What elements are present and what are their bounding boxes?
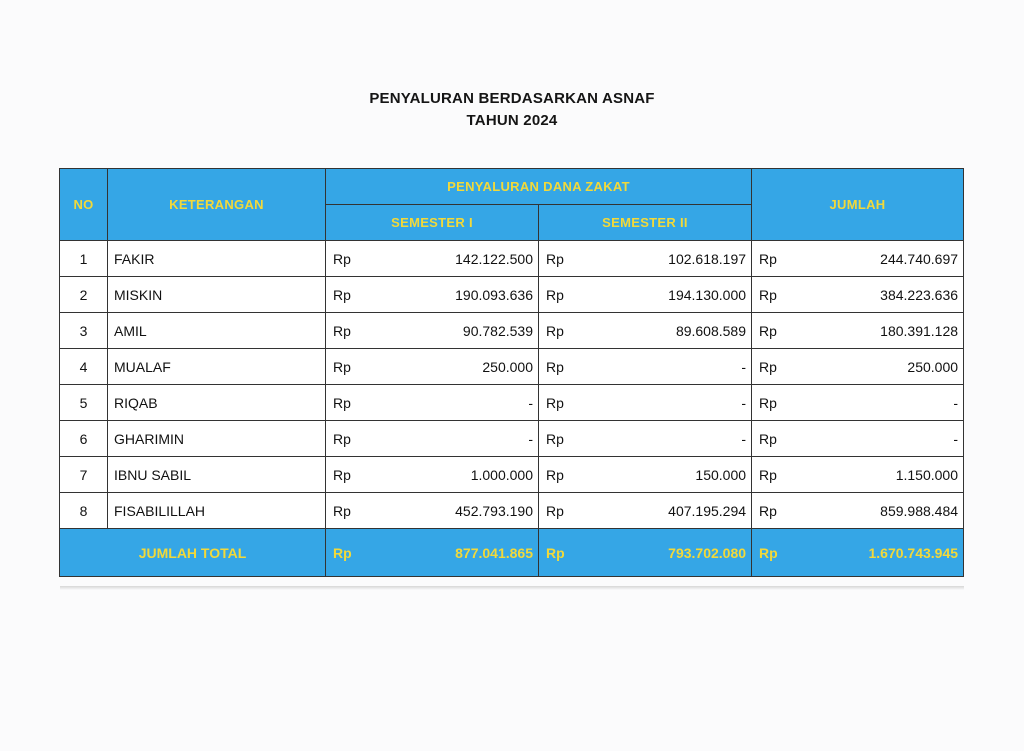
cell-jumlah-value: - (790, 385, 964, 421)
table-row (60, 385, 964, 421)
total-sem1-value: 877.041.865 (364, 529, 539, 577)
cell-no: 4 (60, 349, 108, 385)
cell-no: 6 (60, 421, 108, 457)
cell-sem1-currency: Rp (326, 349, 364, 385)
cell-sem2-currency: Rp (539, 421, 577, 457)
table-row (60, 241, 964, 277)
header-no: NO (60, 169, 108, 241)
cell-jumlah-currency: Rp (752, 457, 790, 493)
total-sem2-value: 793.702.080 (577, 529, 752, 577)
cell-jumlah-value: 384.223.636 (790, 277, 964, 313)
cell-sem2-currency: Rp (539, 241, 577, 277)
table-row (60, 313, 964, 349)
cell-sem1-currency: Rp (326, 421, 364, 457)
cell-sem1-value: 190.093.636 (364, 277, 539, 313)
cell-jumlah-currency: Rp (752, 349, 790, 385)
cell-keterangan: IBNU SABIL (108, 457, 326, 493)
cell-sem2-currency: Rp (539, 349, 577, 385)
cell-jumlah-currency: Rp (752, 421, 790, 457)
total-row (60, 529, 964, 577)
cell-jumlah-value: 180.391.128 (790, 313, 964, 349)
table-shadow (60, 586, 964, 590)
header-penyaluran-dana-zakat: PENYALURAN DANA ZAKAT (326, 169, 752, 205)
cell-sem2-value: - (577, 349, 752, 385)
header-jumlah: JUMLAH (752, 169, 964, 241)
cell-sem2-currency: Rp (539, 313, 577, 349)
cell-sem2-currency: Rp (539, 457, 577, 493)
cell-keterangan: RIQAB (108, 385, 326, 421)
cell-sem1-value: 1.000.000 (364, 457, 539, 493)
cell-sem1-value: 452.793.190 (364, 493, 539, 529)
cell-keterangan: GHARIMIN (108, 421, 326, 457)
cell-jumlah-value: - (790, 421, 964, 457)
document-subtitle-year: TAHUN 2024 (466, 112, 558, 129)
table-row (60, 457, 964, 493)
table-row (60, 493, 964, 529)
cell-jumlah-value: 859.988.484 (790, 493, 964, 529)
cell-sem1-value: 90.782.539 (364, 313, 539, 349)
table-row (60, 277, 964, 313)
total-sem1-currency: Rp (326, 529, 364, 577)
cell-sem1-currency: Rp (326, 241, 364, 277)
cell-sem2-value: - (577, 421, 752, 457)
total-label: JUMLAH TOTAL (60, 529, 326, 577)
cell-sem1-currency: Rp (326, 313, 364, 349)
cell-no: 5 (60, 385, 108, 421)
cell-sem2-currency: Rp (539, 277, 577, 313)
cell-sem2-value: 407.195.294 (577, 493, 752, 529)
cell-sem1-currency: Rp (326, 493, 364, 529)
header-semester-2: SEMESTER II (539, 205, 752, 241)
cell-sem2-value: 150.000 (577, 457, 752, 493)
cell-keterangan: AMIL (108, 313, 326, 349)
cell-sem1-value: - (364, 385, 539, 421)
total-jumlah-value: 1.670.743.945 (790, 529, 964, 577)
cell-jumlah-currency: Rp (752, 241, 790, 277)
cell-keterangan: FISABILILLAH (108, 493, 326, 529)
table-row (60, 349, 964, 385)
cell-jumlah-value: 250.000 (790, 349, 964, 385)
cell-sem1-value: 250.000 (364, 349, 539, 385)
total-sem2-currency: Rp (539, 529, 577, 577)
cell-sem1-value: - (364, 421, 539, 457)
cell-sem1-currency: Rp (326, 385, 364, 421)
table-row (60, 421, 964, 457)
asnaf-distribution-table (59, 168, 964, 577)
cell-sem2-value: 102.618.197 (577, 241, 752, 277)
cell-sem2-value: 89.608.589 (577, 313, 752, 349)
cell-sem1-value: 142.122.500 (364, 241, 539, 277)
header-semester-1: SEMESTER I (326, 205, 539, 241)
cell-keterangan: MISKIN (108, 277, 326, 313)
cell-no: 7 (60, 457, 108, 493)
table-body (60, 241, 964, 529)
cell-no: 2 (60, 277, 108, 313)
cell-sem2-currency: Rp (539, 493, 577, 529)
cell-sem1-currency: Rp (326, 457, 364, 493)
header-keterangan: KETERANGAN (108, 169, 326, 241)
cell-no: 1 (60, 241, 108, 277)
cell-jumlah-value: 244.740.697 (790, 241, 964, 277)
cell-keterangan: FAKIR (108, 241, 326, 277)
cell-sem2-value: - (577, 385, 752, 421)
cell-no: 8 (60, 493, 108, 529)
cell-sem1-currency: Rp (326, 277, 364, 313)
cell-jumlah-currency: Rp (752, 385, 790, 421)
cell-jumlah-currency: Rp (752, 313, 790, 349)
cell-jumlah-value: 1.150.000 (790, 457, 964, 493)
document-title: PENYALURAN BERDASARKAN ASNAF (369, 90, 655, 107)
cell-sem2-value: 194.130.000 (577, 277, 752, 313)
cell-jumlah-currency: Rp (752, 277, 790, 313)
cell-keterangan: MUALAF (108, 349, 326, 385)
total-jumlah-currency: Rp (752, 529, 790, 577)
cell-sem2-currency: Rp (539, 385, 577, 421)
cell-jumlah-currency: Rp (752, 493, 790, 529)
cell-no: 3 (60, 313, 108, 349)
